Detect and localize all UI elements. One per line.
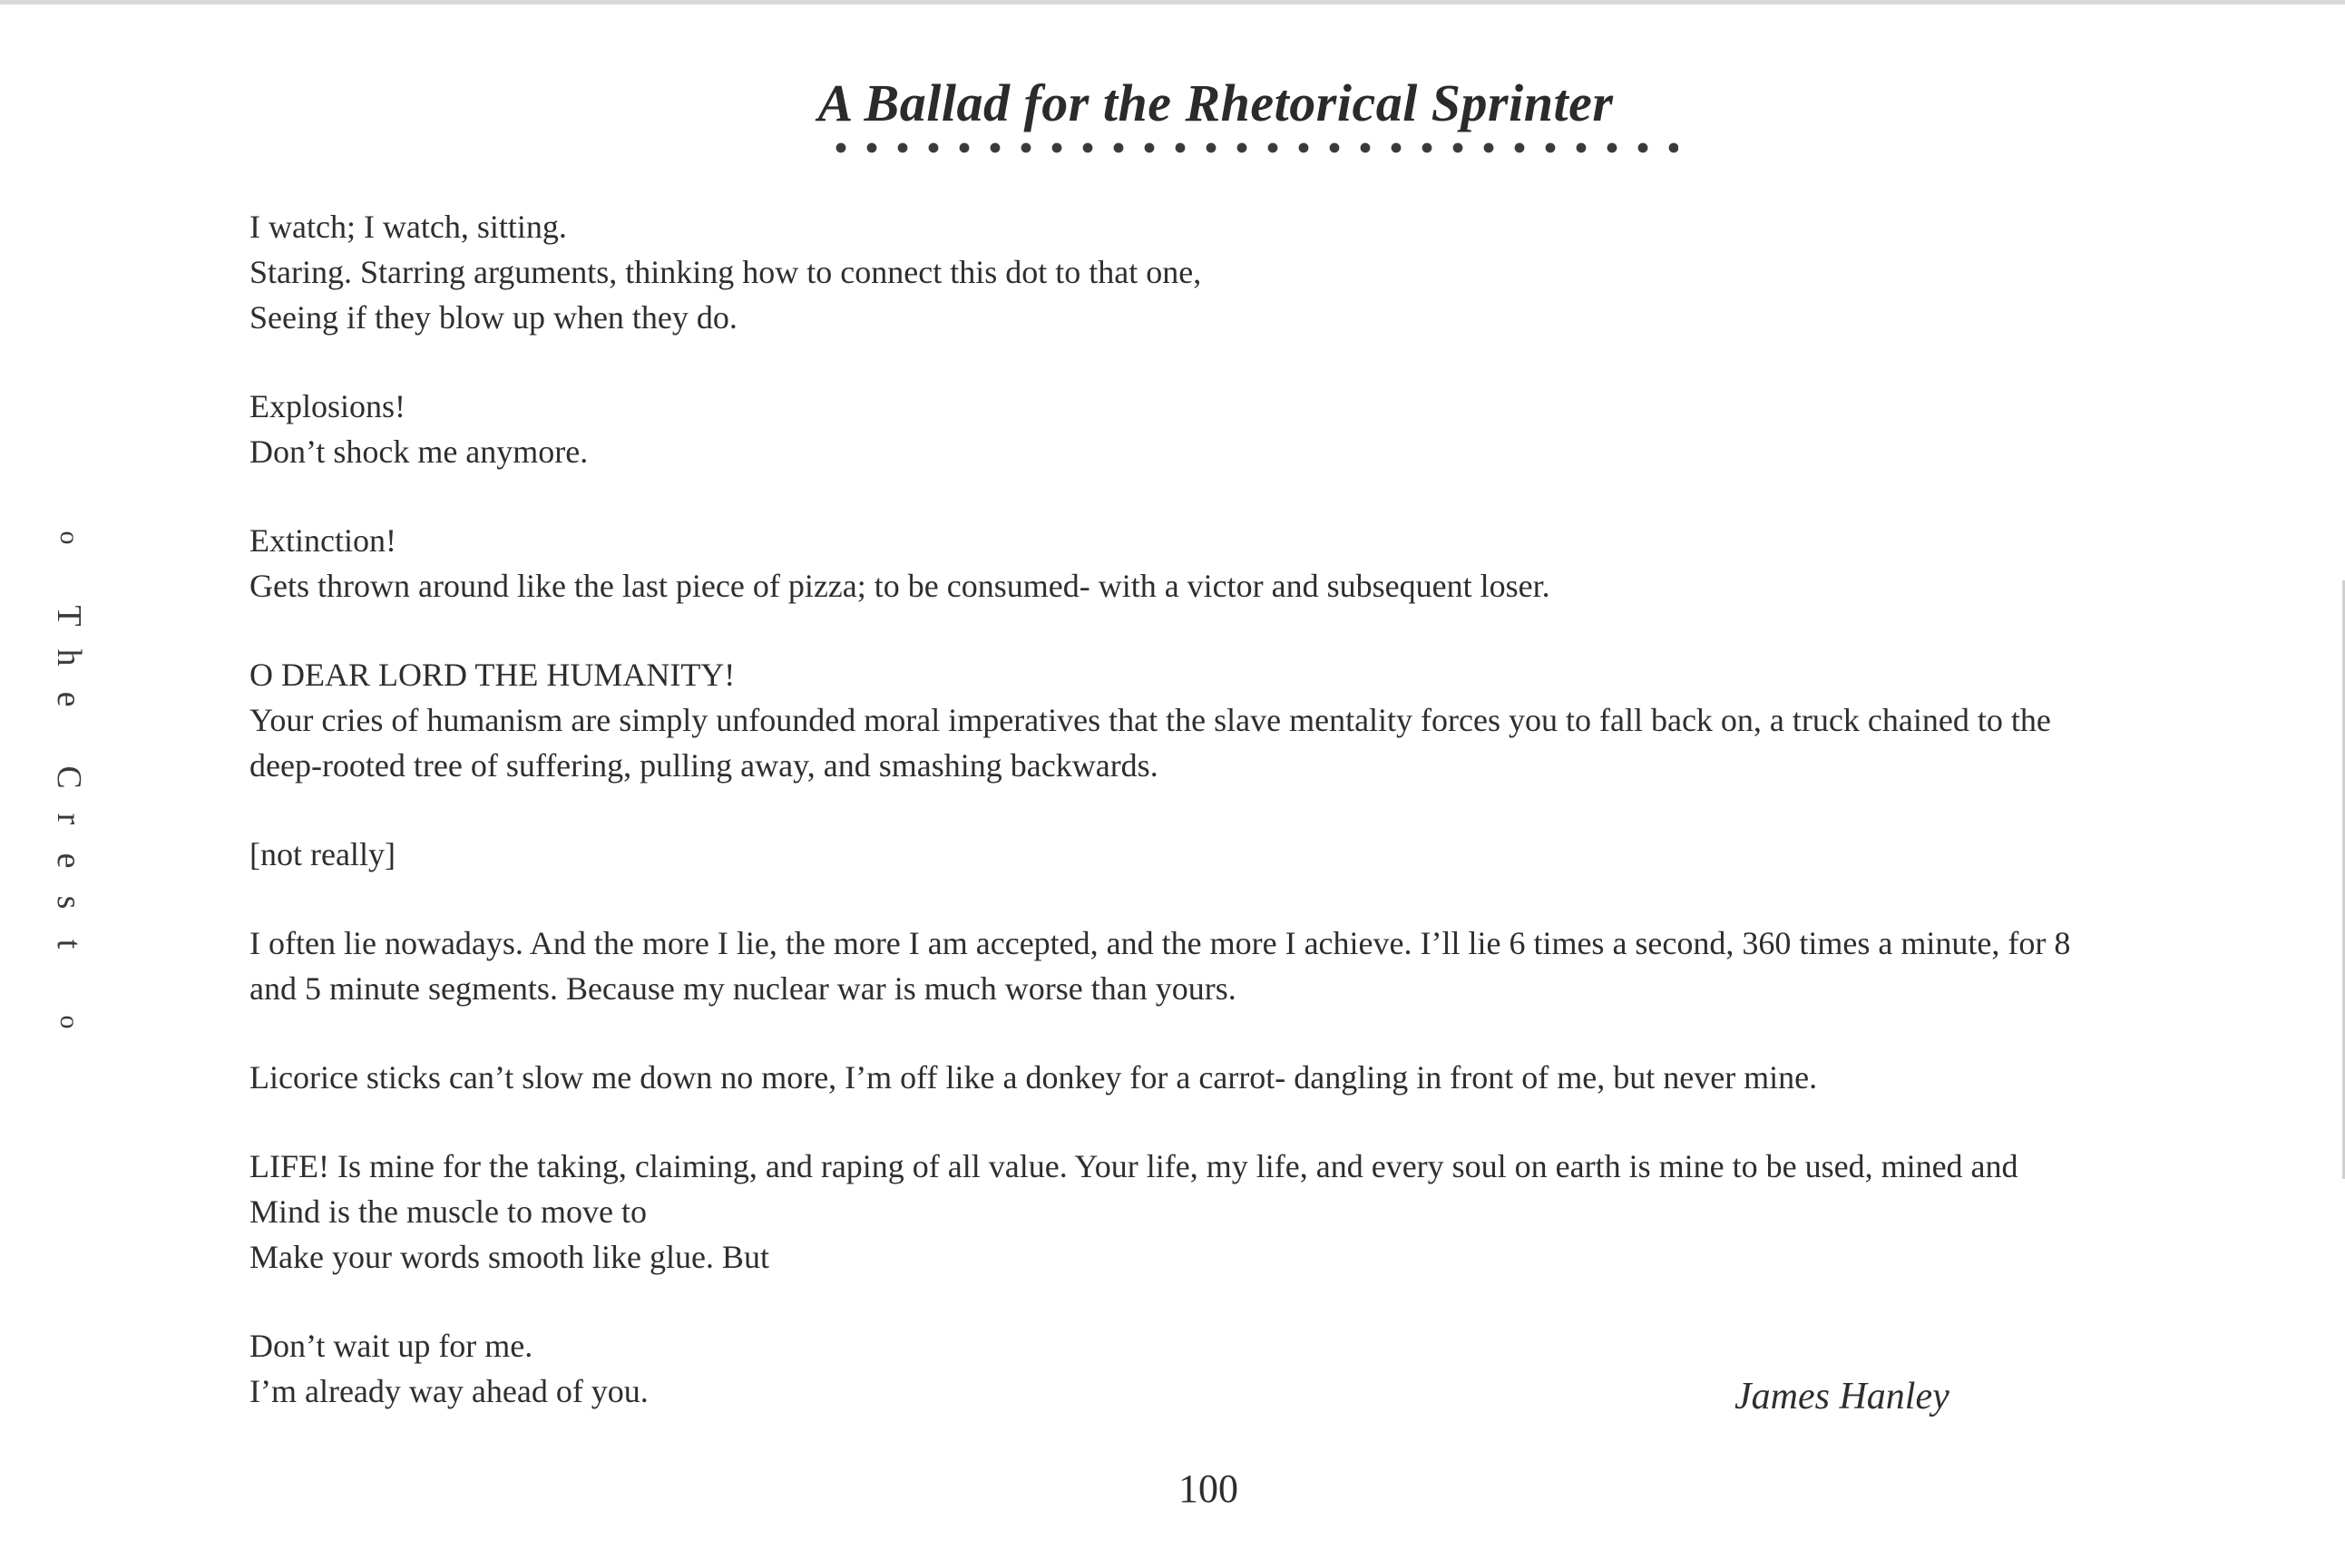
poem-line: Licorice sticks can’t slow me down no more, I’m off like a donkey for a carrot- dangling in front of me, but never mine. xyxy=(249,1059,1818,1096)
stanza xyxy=(249,204,2227,340)
poem-line: deep-rooted tree of suffering, pulling away, and smashing backwards. xyxy=(249,747,1158,784)
poem-line: Make your words smooth like glue. But xyxy=(249,1239,769,1275)
poem-line: I’m already way ahead of you. xyxy=(249,1373,649,1409)
page-number: 100 xyxy=(1178,1466,1238,1511)
side-letter: e xyxy=(50,852,88,869)
side-letter: e xyxy=(50,691,88,707)
poem-line: Your cries of humanism are simply unfounded moral imperatives that the slave mentality forces you to fall back on, a truck chained to the xyxy=(249,702,2051,738)
poem-line: Mind is the muscle to move to xyxy=(249,1193,647,1230)
side-label-the-crest xyxy=(44,517,94,1043)
side-letter: s xyxy=(50,895,88,910)
stanza xyxy=(249,652,2227,788)
title-dotted-ornament xyxy=(826,140,1678,156)
poem-line: Extinction! xyxy=(249,522,396,559)
side-ornament-top: o xyxy=(54,531,84,545)
top-rule xyxy=(0,0,2345,5)
poem-line: Don’t wait up for me. xyxy=(249,1328,533,1364)
author-signature: James Hanley xyxy=(1734,1376,1949,1417)
poem-line: Don’t shock me anymore. xyxy=(249,433,589,470)
stanza xyxy=(249,1055,2227,1100)
stanza xyxy=(249,920,2227,1011)
stanza xyxy=(249,1144,2227,1280)
poem-line: I often lie nowadays. And the more I lie, the more I am accepted, and the more I achieve. I’ll lie 6 times a second, 360 times a minute, for 8 xyxy=(249,925,2071,961)
poem-line: Staring. Starring arguments, thinking how to connect this dot to that one, xyxy=(249,254,1202,290)
stanza xyxy=(249,518,2227,609)
poem-line: LIFE! Is mine for the taking, claiming, and raping of all value. Your life, my life, and every soul on earth is mine to be used, mined and xyxy=(249,1148,2018,1184)
poem-line: I watch; I watch, sitting. xyxy=(249,209,567,245)
side-letter: r xyxy=(50,813,88,825)
side-letter: h xyxy=(50,648,88,667)
stanza xyxy=(249,832,2227,877)
side-letter: t xyxy=(50,939,88,950)
poem-line: [not really] xyxy=(249,836,396,872)
poem-body xyxy=(249,204,2227,1414)
side-ornament-bottom: o xyxy=(54,1015,84,1029)
poem-line: O DEAR LORD THE HUMANITY! xyxy=(249,657,736,693)
stanza xyxy=(249,384,2227,474)
poem-line: Explosions! xyxy=(249,388,406,424)
poem-title: A Ballad for the Rhetorical Sprinter xyxy=(817,73,1614,132)
poem-line: Seeing if they blow up when they do. xyxy=(249,299,738,336)
poem-line: Gets thrown around like the last piece of pizza; to be consumed- with a victor and subsequent loser. xyxy=(249,568,1550,604)
side-letter: T xyxy=(50,605,88,627)
side-letter: C xyxy=(50,765,88,789)
poem-line: and 5 minute segments. Because my nuclear war is much worse than yours. xyxy=(249,970,1236,1007)
